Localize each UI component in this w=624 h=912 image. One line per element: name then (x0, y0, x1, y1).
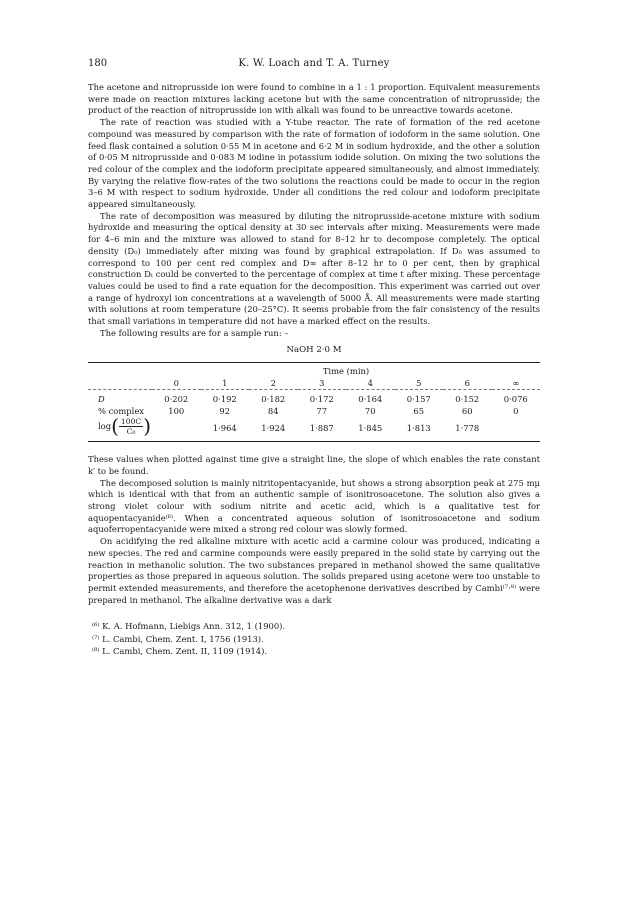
paragraph: The following results are for a sample run: – (100, 327, 289, 338)
reference-item: ⁽⁶⁾ K. A. Hofmann, Liebigs Ann. 312, 1 (1900). (92, 621, 286, 632)
results-table (88, 362, 540, 442)
fraction-numerator: 100C (120, 417, 142, 427)
row-label-log: log( $\frac{100C}{\text{C₀}}$ ) (98, 413, 152, 438)
running-head-authors: K. W. Loach and T. A. Turney (238, 58, 390, 69)
page-number: 180 (88, 58, 108, 69)
table-col-header: 2 (270, 377, 276, 388)
table-cell: 1·887 (309, 423, 334, 434)
table-col-header: 4 (367, 377, 373, 388)
table-col-header: ∞ (512, 377, 520, 388)
table-cell (492, 417, 541, 442)
paragraph: The acetone and nitroprusside ion were found to combine in a 1 : 1 proportion. Equivalent measurements were made on reaction mixtures lacking acetone but with the same concentration of nitroprusside; the product of the reaction of nitroprusside ion with alkali was found to be unreactive towards acetone. (88, 82, 540, 116)
table-cell: 1·778 (455, 423, 480, 434)
table-cell: 1·924 (261, 423, 286, 434)
table-cell: 84 (267, 405, 279, 416)
table-cell: 0·076 (503, 394, 528, 405)
table-cell (152, 417, 201, 442)
table-cell: 0·172 (309, 394, 334, 405)
table-col-header: 3 (319, 377, 325, 388)
journal-page (88, 58, 540, 658)
paragraph: The decomposed solution is mainly nitritopentacyanide, but shows a strong absorption peak at 275 mμ which is identical with that from an authentic sample of isonitrosoacetone. The solution also gives a strong violet colour with sodium nitrite and acetic acid, which is a qualitative test for aquopentacyanide⁽⁶⁾. When a concentrated aqueous solution of isonitrosoacetone and sodium aquoferropentacyanide were mixed a strong red colour was slowly formed. (88, 477, 540, 535)
table-cell: 100 (168, 405, 185, 416)
table-cell: 65 (413, 405, 425, 416)
table-cell: 92 (219, 405, 231, 416)
table-cell: 60 (461, 405, 473, 416)
table-group-header: Time (min) (322, 366, 370, 377)
table-cell: 0·157 (406, 394, 431, 405)
log-fraction (119, 417, 143, 436)
table-col-header: 5 (416, 377, 422, 388)
footnote-references (88, 620, 540, 658)
table-cell: 1·845 (358, 423, 383, 434)
table-cell: 70 (364, 405, 376, 416)
table-cell: 0·192 (212, 394, 237, 405)
log-prefix: log (98, 421, 112, 432)
paragraph: These values when plotted against time give a straight line, the slope of which enables the rate constant k′ to be found. (88, 454, 540, 476)
reference-item: ⁽⁷⁾ L. Cambi, Chem. Zent. I, 1756 (1913). (92, 633, 264, 644)
running-header (88, 58, 540, 72)
table-col-header: 0 (173, 377, 179, 388)
fraction-denominator: C₀ (126, 427, 136, 437)
reference-item: ⁽⁸⁾ L. Cambi, Chem. Zent. II, 1109 (1914). (92, 646, 268, 657)
table-title: NaOH 2·0 M (286, 345, 342, 356)
table-cell: 0·182 (261, 394, 286, 405)
table-cell: 77 (316, 405, 328, 416)
table-cell: 0 (513, 405, 519, 416)
table-col-header: 1 (222, 377, 228, 388)
article-body (88, 82, 540, 606)
table-cell: 0·164 (358, 394, 383, 405)
row-label-d: D (98, 394, 105, 405)
table-cell: 0·152 (455, 394, 480, 405)
table-cell: 0·202 (164, 394, 189, 405)
row-label-percent-complex: % complex (98, 405, 145, 416)
table-cell: 1·964 (212, 423, 237, 434)
table-cell: 1·813 (406, 423, 431, 434)
table-col-header: 6 (464, 377, 470, 388)
paragraph: The rate of reaction was studied with a Y-tube reactor. The rate of formation of the red acetone compound was measured by comparison with the rate of formation of iodoform in the same solution. One feed flask contained a solution 0·55 M in acetone and 6·2 M in sodium hydroxide, and the other a solution of 0·05 M nitroprusside and 0·083 M iodine in potassium iodide solution. On mixing the two solutions the red colour of the complex and the iodoform precipitate appeared simultaneously, and almost immediately. By varying the relative flow-rates of the two solutions the reactions could be made to occur in the region 3–6 M with respect to sodium hydroxide. Under all conditions the red colour and iodoform precipitate appeared simultaneously. (88, 117, 540, 210)
paragraph: On acidifying the red alkaline mixture with acetic acid a carmine colour was produced, indicating a new species. The red and carmine compounds were easily prepared in the solid state by carrying out the reaction in methanolic solution. The two substances prepared in methanol showed the same qualitative properties as those prepared in aqueous solution. The solids prepared using acetone were too unstable to permit extended measurements, and therefore the acetophenone derivatives described by Cambi⁽⁷·⁸⁾ were prepared in methanol. The alkaline derivative was a dark (88, 536, 540, 605)
paragraph: The rate of decomposition was measured by diluting the nitroprusside-acetone mixture with sodium hydroxide and measuring the optical density at 30 sec intervals after mixing. Measurements were made for 4–6 min and the mixture was allowed to stand for 8–12 hr to decompose completely. The optical density (D₀) immediately after mixing was found by graphical extrapolation. If D₀ was assumed to correspond to 100 per cent red complex and D∞ after 8–12 hr to 0 per cent, then by graphical construction Dₜ could be converted to the percentage of complex at time t after mixing. These percentage values could be used to find a rate equation for the decomposition. This experiment was carried out over a range of hydroxyl ion concentrations at a wavelength of 5000 Å. All measurements were made starting with solutions at room temperature (20–25°C). It seems probable from the fair consistency of the results that small variations in temperature did not have a marked effect on the results. (88, 210, 540, 327)
